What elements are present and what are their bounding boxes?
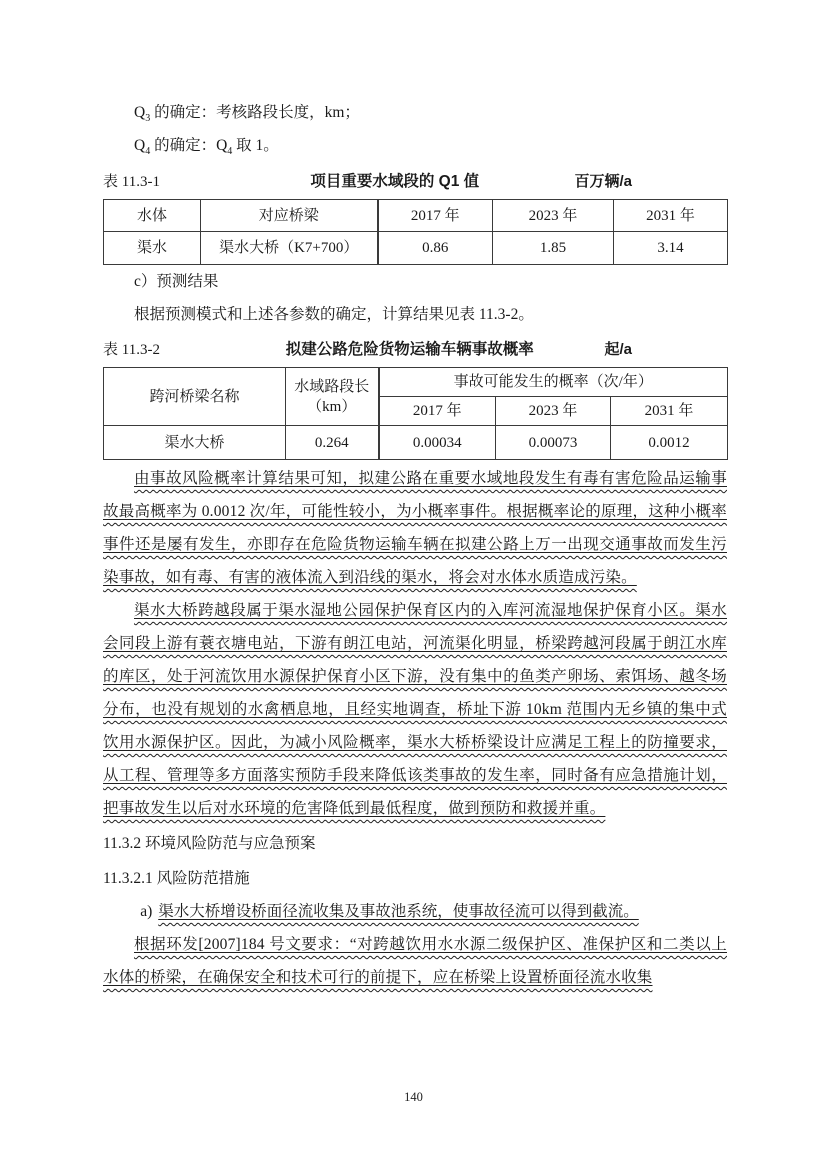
paragraph-bridge-crossing: 渠水大桥跨越段属于渠水湿地公园保护保育区内的入库河流湿地保护保育小区。渠水会同段上游有蓑衣塘电站，下游有朗江电站，河流渠化明显，桥梁跨越河段属于朗江水库的库区，处于河流饮用水源保护保育小区下游，没有集中的鱼类产卵场、索饵场、越冬场分布，也没有规划的水禽栖息地，且经实地调查，桥址下游 10km 范围内无乡镇的集中式饮用水源保护区。因此，为减小风险概率，渠水大桥桥梁设计应满足工程上的防撞要求，从工程、管理等多方面落实预防手段来降低该类事故的发生率，同时备有应急措施计划，把事故发生以后对水环境的危害降低到最低程度，做到预防和救援并重。 <box>103 602 727 817</box>
page-content <box>103 96 727 994</box>
list-item-a: a) 渠水大桥增设桥面径流收集及事故池系统，使事故径流可以得到截流。 <box>140 903 639 920</box>
subscript-4b: 4 <box>227 146 233 158</box>
table1-caption-unit: 百万辆/a <box>574 173 632 190</box>
paragraph-regulation-requirement: 根据环发[2007]184 号文要求：“对跨越饮用水水源二级保护区、准保护区和二类以上水体的桥梁，在确保安全和技术可行的前提下，应在桥梁上设置桥面径流水收集 <box>103 936 727 986</box>
table1-caption-title: 项目重要水域段的 Q1 值 <box>310 173 480 190</box>
table1-cell-water: 渠水 <box>104 232 201 265</box>
table2-caption <box>103 337 727 363</box>
paragraph-risk-probability: 由事故风险概率计算结果可知，拟建公路在重要水域地段发生有毒有害危险品运输事故最高概率为 0.0012 次/年，可能性较小，为小概率事件。根据概率论的原理，这种小概率事件还是屡有发生，亦即存在危险货物运输车辆在拟建公路上万一出现交通事故而发生污染事故，如有毒、有害的液体流入到沿线的渠水，将会对水体水质造成污染。 <box>103 470 727 586</box>
table-accident-probability <box>103 367 728 460</box>
prediction-note: 根据预测模式和上述各参数的确定，计算结果见表 11.3-2。 <box>134 306 534 323</box>
table1-cell-2017: 0.86 <box>378 232 493 265</box>
page-number: 140 <box>404 1090 423 1104</box>
table1-cell-2031: 3.14 <box>614 232 728 265</box>
definition-q4: $Q_4$ 的确定：$Q_4$ 取 1。 <box>134 137 279 158</box>
table2-caption-title: 拟建公路危险货物运输车辆事故概率 <box>285 341 534 358</box>
table2-cell-length: 0.264 <box>286 426 379 460</box>
table2-cell-2023: 0.00073 <box>496 426 611 460</box>
table2-cell-2031: 0.0012 <box>611 426 728 460</box>
table2-cell-bridge: 渠水大桥 <box>104 426 286 460</box>
table2-cell-2017: 0.00034 <box>379 426 496 460</box>
table1-header-2031: 2031 年 <box>614 200 728 232</box>
table-q1-values <box>103 199 728 265</box>
table1-header-row <box>104 200 728 232</box>
list-item-a-marker: a) <box>140 903 153 920</box>
item-c-prediction-results: c）预测结果 <box>134 273 219 290</box>
table1-caption <box>103 169 727 195</box>
subscript-4: 4 <box>145 146 151 158</box>
table1-header-2017: 2017 年 <box>378 200 493 232</box>
table2-header-probability-group: 事故可能发生的概率（次/年） <box>379 368 728 397</box>
table1-cell-bridge: 渠水大桥（K7+700） <box>201 232 378 265</box>
table2-data-row <box>104 426 728 460</box>
heading-subsection-11-3-2-1: 11.3.2.1 风险防范措施 <box>103 870 250 887</box>
table2-header-2031: 2031 年 <box>611 397 728 426</box>
table1-header-water: 水体 <box>104 200 201 232</box>
table2-header-2017: 2017 年 <box>379 397 496 426</box>
heading-section-11-3-2: 11.3.2 环境风险防范与应急预案 <box>103 835 316 852</box>
table2-header-row1 <box>104 368 728 397</box>
table2-header-segment-length: 水域路段长 （km） <box>286 368 379 426</box>
table2-caption-unit: 起/a <box>604 341 632 358</box>
definition-q3: $Q_3$ 的确定：考核路段长度，km； <box>134 104 360 125</box>
table2-caption-label: 表 11.3-2 <box>103 342 160 358</box>
subscript-3: 3 <box>145 113 151 125</box>
table2-header-2023: 2023 年 <box>496 397 611 426</box>
table1-cell-2023: 1.85 <box>493 232 614 265</box>
table1-header-2023: 2023 年 <box>493 200 614 232</box>
table1-caption-label: 表 11.3-1 <box>103 174 160 190</box>
table1-header-bridge: 对应桥梁 <box>201 200 378 232</box>
table2-header-bridge-name: 跨河桥梁名称 <box>104 368 286 426</box>
table1-data-row <box>104 232 728 265</box>
